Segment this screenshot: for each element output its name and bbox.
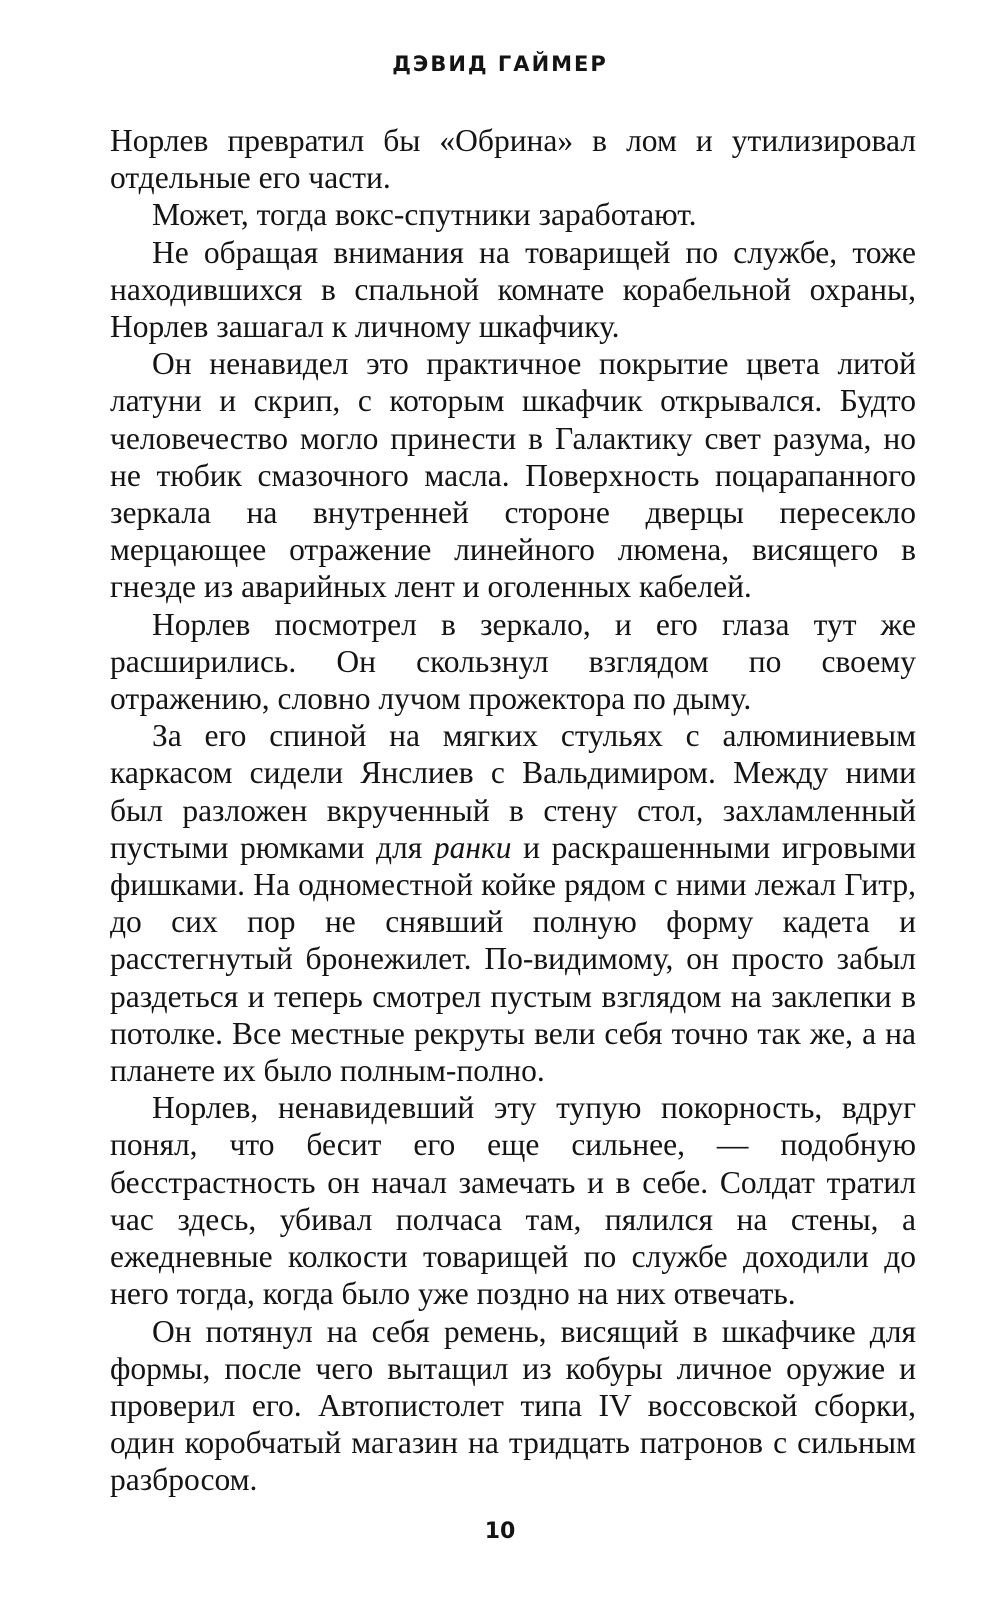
body-text [110, 122, 916, 1499]
paragraph: Норлев превратил бы «Обрина» в лом и утилизировал отдельные его части. [110, 123, 916, 196]
running-head-author: ДЭВИД ГАЙМЕР [392, 52, 608, 76]
paragraph-text: За его спиной на мягких стульях с алюминиевым каркасом сидели Янслиев с Вальдимиром. Между ними был разложен вкрученный в стену стол, захламленный пустыми рюмками для [110, 718, 916, 865]
paragraph-text: и раскрашенными игровыми фишками. На одноместной койке рядом с ними лежал Гитр, до сих пор не снявший полную форму кадета и расстегнутый бронежилет. По-видимому, он просто забыл раздеться и теперь смотрел пустым взглядом на заклепки в потолке. Все местные рекруты вели себя точно так же, а на планете их было полным-полно. [110, 829, 916, 1089]
italic-term: ранки [433, 829, 512, 865]
paragraph: Норлев, ненавидевший эту тупую покорность, вдруг понял, что бесит его еще сильнее, — подобную бесстрастность он начал замечать и в себе. Солдат тратил час здесь, убивал полчаса там, пялился на стены, а ежедневные колкости товарищей по службе доходили до него тогда, когда было уже поздно на них отвечать. [110, 1090, 916, 1312]
paragraph: Он потянул на себя ремень, висящий в шкафчике для формы, после чего вытащил из кобуры личное оружие и проверил его. Автопистолет типа IV воссовской сборки, один коробчатый магазин на тридцать патронов с сильным разбросом. [110, 1313, 916, 1498]
paragraph: Норлев посмотрел в зеркало, и его глаза тут же расширились. Он скользнул взглядом по своему отражению, словно лучом прожектора по дыму. [110, 606, 916, 717]
page-number: 10 [484, 1519, 516, 1544]
paragraph [110, 717, 916, 1089]
paragraph: Может, тогда вокс-спутники заработают. [152, 197, 697, 233]
paragraph: Не обращая внимания на товарищей по службе, тоже находившихся в спальной комнате корабельной охраны, Норлев зашагал к личному шкафчику. [110, 234, 916, 345]
paragraph: Он ненавидел это практичное покрытие цвета литой латуни и скрип, с которым шкафчик открывался. Будто человечество могло принести в Галактику свет разума, но не тюбик смазочного масла. Поверхность поцарапанного зеркала на внутренней стороне дверцы пересекло мерцающее отражение линейного люмена, висящего в гнезде из аварийных лент и оголенных кабелей. [110, 346, 916, 605]
